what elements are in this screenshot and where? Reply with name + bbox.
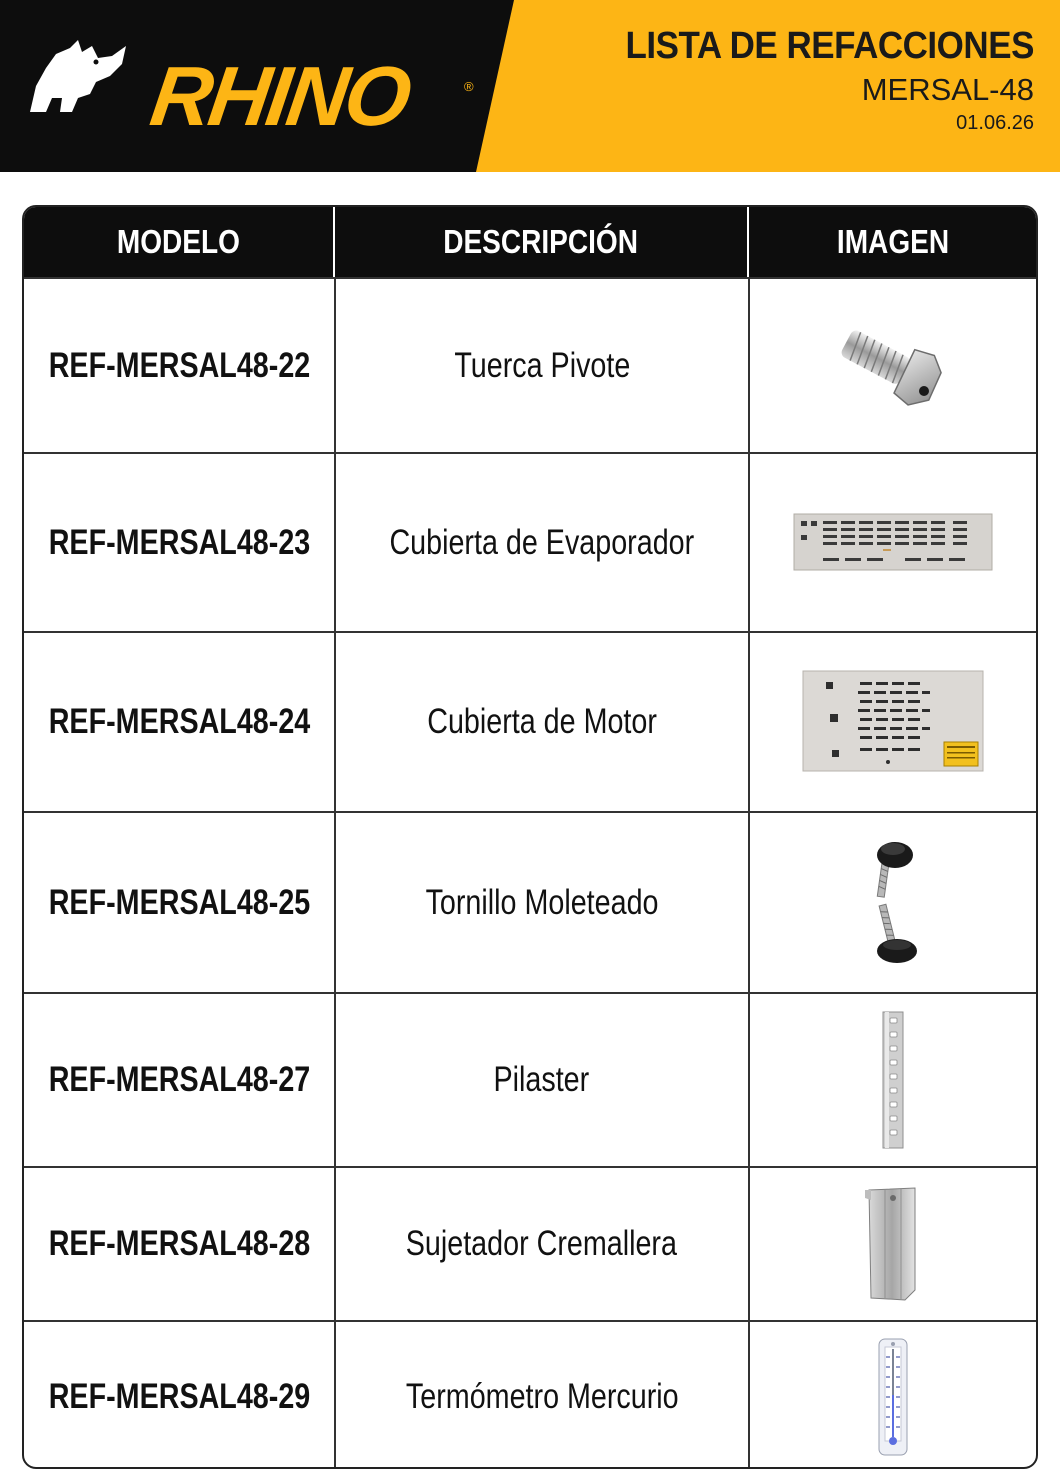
parts-table [22, 205, 1038, 1469]
table-header [24, 207, 1036, 277]
registered-mark: ® [464, 79, 474, 94]
mercury-thermometer-image [875, 1337, 911, 1457]
brand-wordmark: RHINO [145, 49, 415, 143]
model-cell: REF-MERSAL48-28 [48, 1224, 310, 1263]
table-row [24, 452, 1036, 631]
description-cell: Sujetador Cremallera [334, 1168, 748, 1320]
rack-holder-image [863, 1186, 923, 1302]
image-cell [748, 1168, 1036, 1320]
description-cell: Cubierta de Motor [334, 633, 748, 811]
table-row [24, 1320, 1036, 1469]
pilaster-image [873, 1010, 913, 1150]
model-cell: REF-MERSAL48-22 [48, 345, 310, 385]
pivot-nut-image [828, 311, 958, 421]
image-cell [748, 994, 1036, 1166]
evaporator-cover-image [793, 513, 993, 573]
image-cell [748, 279, 1036, 452]
description-cell: Pilaster [334, 994, 748, 1166]
model-cell: REF-MERSAL48-27 [48, 1060, 310, 1099]
model-cell: REF-MERSAL48-23 [48, 522, 310, 562]
document-model: MERSAL-48 [861, 72, 1034, 107]
motor-cover-image [802, 670, 984, 774]
description-cell: Cubierta de Evaporador [334, 454, 748, 631]
image-cell [748, 454, 1036, 631]
image-cell [748, 813, 1036, 992]
description-cell: Termómetro Mercurio [334, 1322, 748, 1469]
knurled-screw-image [853, 833, 933, 973]
document-title: LISTA DE REFACCIONES [625, 25, 1034, 67]
document-date: 01.06.26 [956, 112, 1034, 134]
description-cell: Tuerca Pivote [334, 279, 748, 452]
image-cell [748, 633, 1036, 811]
table-row [24, 277, 1036, 452]
title-block [590, 24, 1034, 136]
model-cell: REF-MERSAL48-24 [48, 702, 310, 741]
description-cell: Tornillo Moleteado [334, 813, 748, 992]
model-cell: REF-MERSAL48-25 [48, 882, 310, 922]
page-header [0, 0, 1060, 172]
table-row [24, 992, 1036, 1166]
model-cell: REF-MERSAL48-29 [48, 1376, 310, 1416]
table-row [24, 811, 1036, 992]
table-row [24, 631, 1036, 811]
column-header-modelo: MODELO [116, 223, 240, 260]
rhino-head-icon [26, 38, 138, 118]
column-header-descripcion: DESCRIPCIÓN [333, 207, 747, 277]
table-row [24, 1166, 1036, 1320]
image-cell [748, 1322, 1036, 1469]
column-header-imagen: IMAGEN [747, 207, 1036, 277]
brand-logo [26, 38, 474, 143]
